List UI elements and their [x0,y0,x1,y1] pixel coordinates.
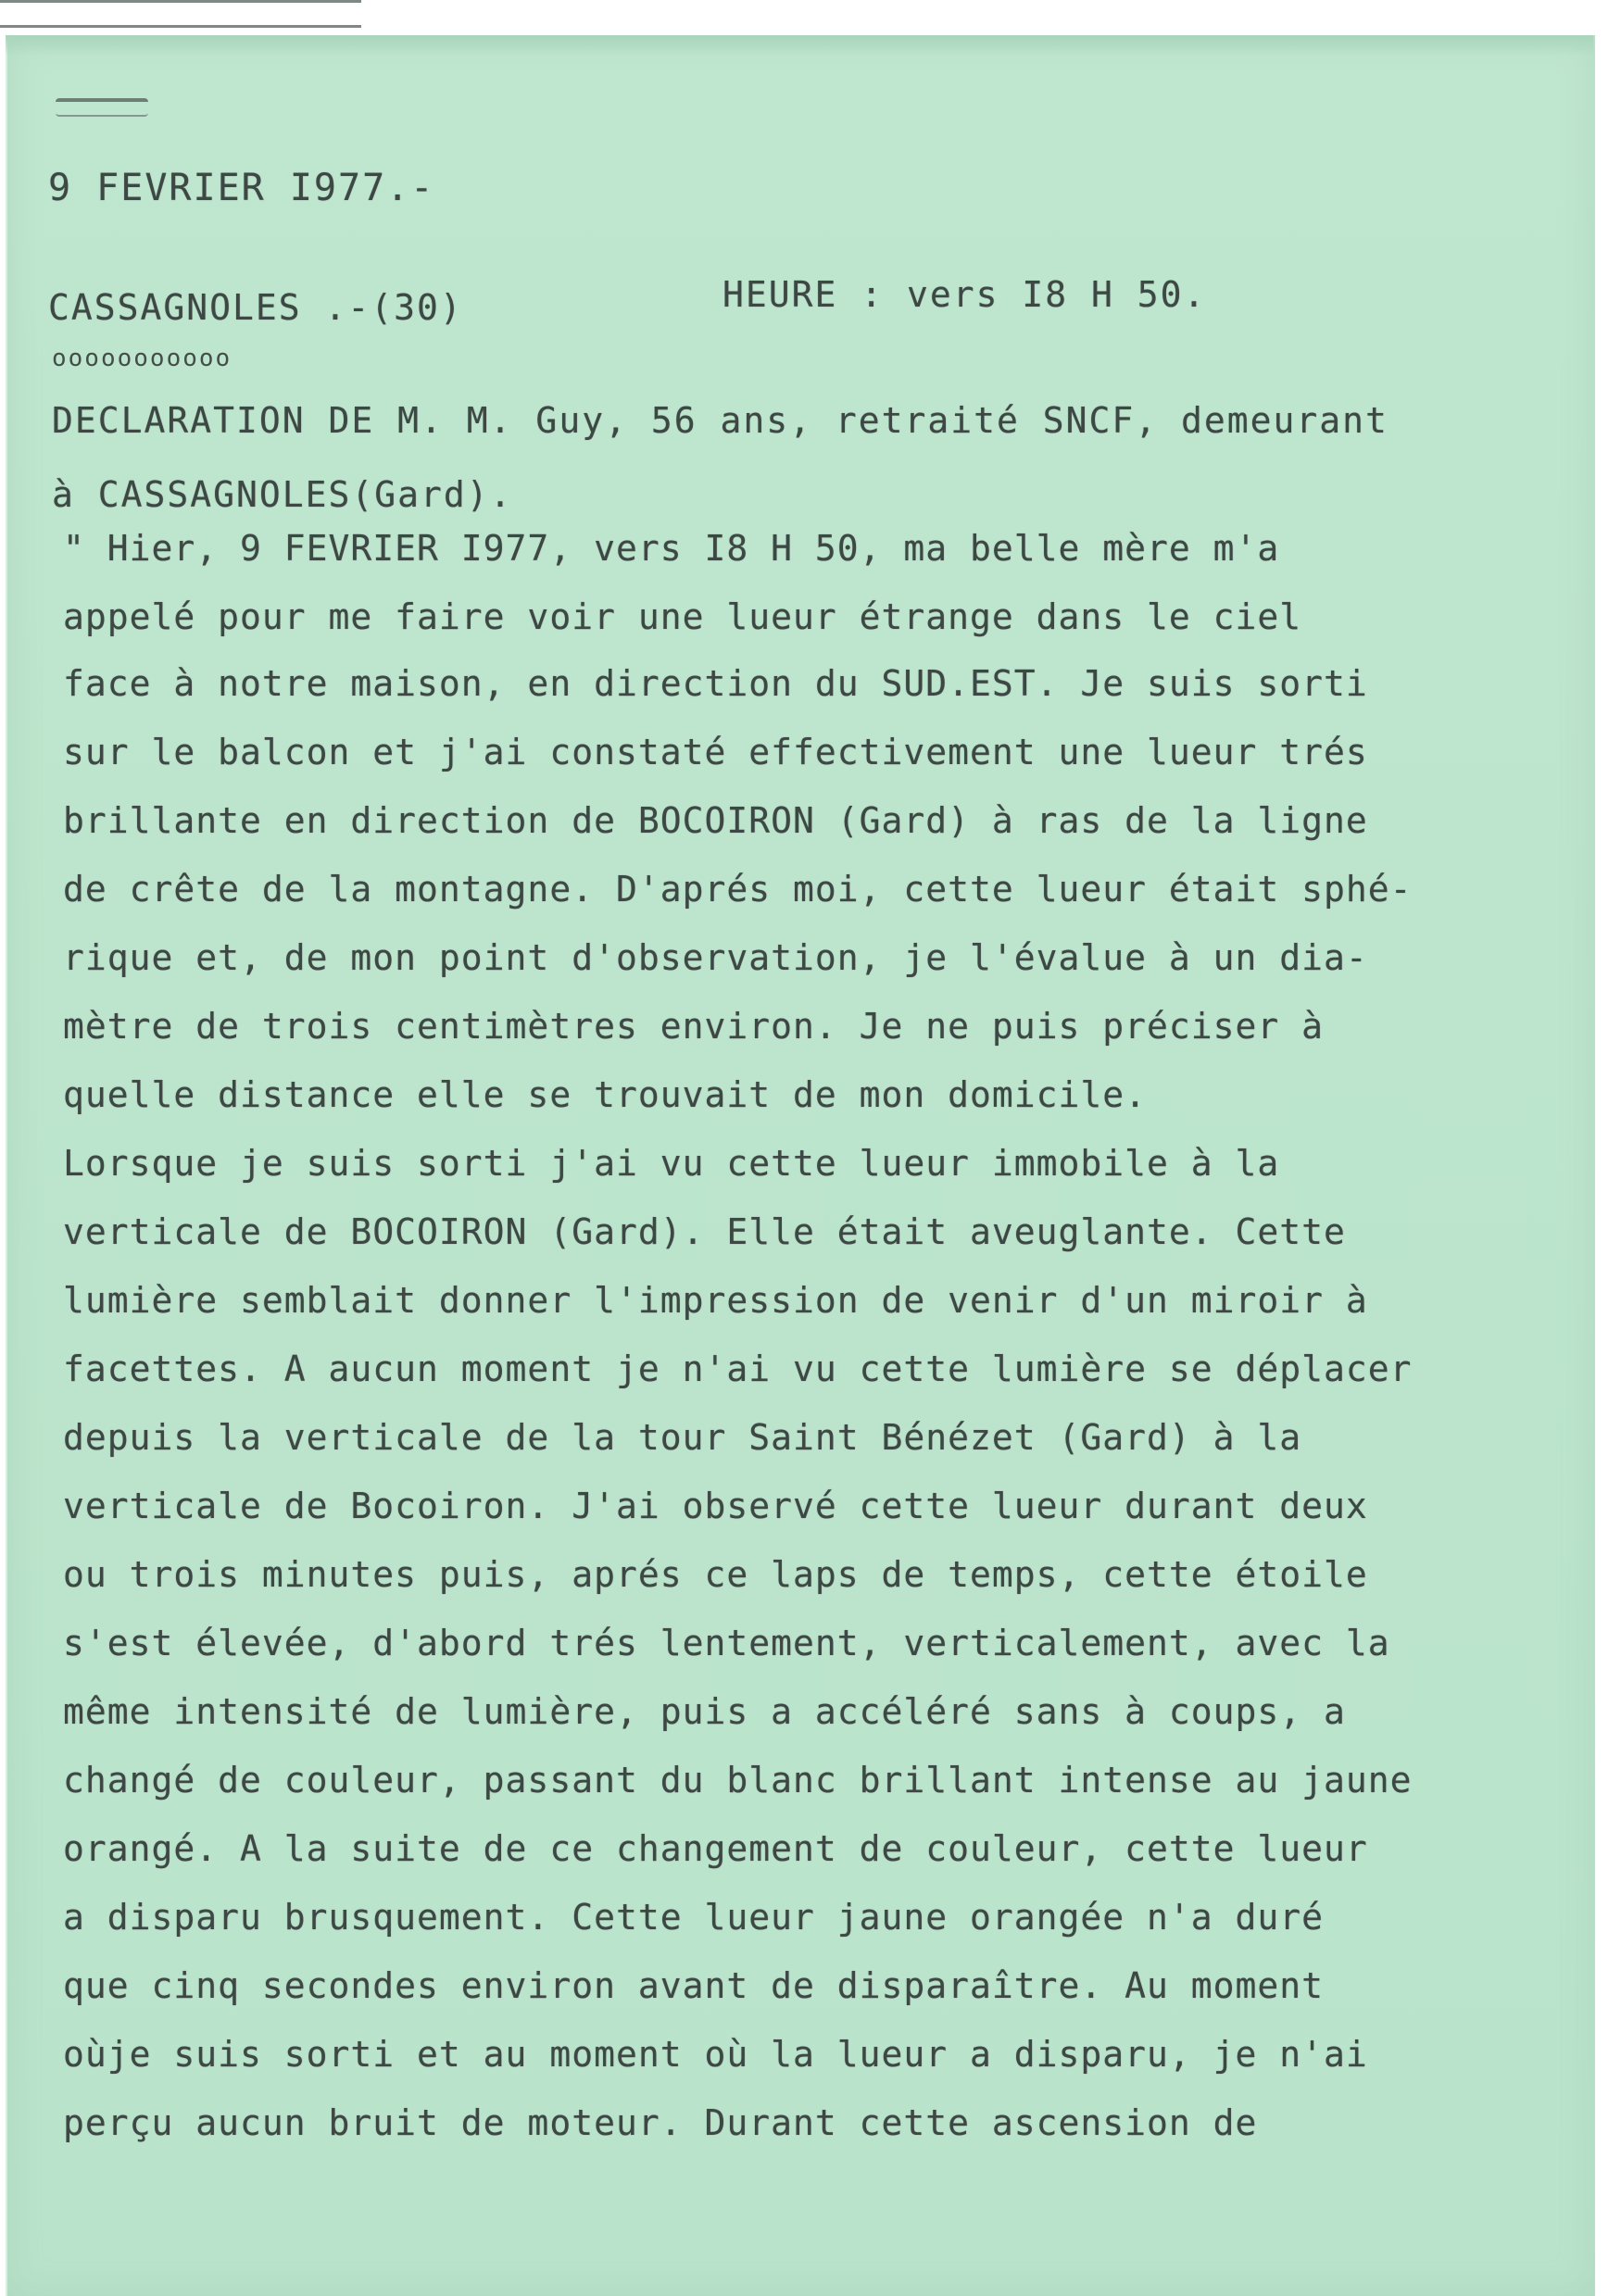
body-line: rique et, de mon point d'observation, je l'évalue à un dia- [63,937,1368,978]
body-line: sur le balcon et j'ai constaté effectivement une lueur trés [63,732,1368,772]
body-line: perçu aucun bruit de moteur. Durant cette ascension de [63,2102,1258,2143]
date-underline [0,0,361,28]
body-line: ou trois minutes puis, aprés ce laps de temps, cette étoile [63,1554,1368,1595]
body-line: s'est élevée, d'abord trés lentement, verticalement, avec la [63,1623,1390,1663]
body-line: que cinq secondes environ avant de disparaître. Au moment [63,1965,1325,2006]
place-underline: ooooooooooo [52,345,232,372]
body-line: quelle distance elle se trouvait de mon domicile. [63,1074,1148,1115]
body-line: face à notre maison, en direction du SUD.EST. Je suis sorti [63,663,1368,704]
body-line: a disparu brusquement. Cette lueur jaune orangée n'a duré [63,1897,1325,1938]
body-line: de crête de la montagne. D'aprés moi, cette lueur était sphé- [63,869,1413,910]
body-line: " Hier, 9 FEVRIER I977, vers I8 H 50, ma belle mère m'a [63,528,1280,569]
body-line: mètre de trois centimètres environ. Je ne puis préciser à [63,1006,1325,1047]
declaration-line-1: DECLARATION DE M. M. Guy, 56 ans, retraité SNCF, demeurant [52,400,1389,441]
body-line: même intensité de lumière, puis a accéléré sans à coups, a [63,1691,1346,1732]
body-line: facettes. A aucun moment je n'ai vu cette lumière se déplacer [63,1349,1413,1389]
body-line: oùje suis sorti et au moment où la lueur a disparu, je n'ai [63,2034,1368,2075]
body-line: lumière semblait donner l'impression de venir d'un miroir à [63,1280,1368,1321]
body-line: brillante en direction de BOCOIRON (Gard) à ras de la ligne [63,800,1368,841]
body-line: orangé. A la suite de ce changement de couleur, cette lueur [63,1828,1368,1869]
body-line: verticale de Bocoiron. J'ai observé cette lueur durant deux [63,1486,1368,1526]
body-line: appelé pour me faire voir une lueur étrange dans le ciel [63,596,1302,637]
declaration-line-2: à CASSAGNOLES(Gard). [52,474,513,515]
body-line: depuis la verticale de la tour Saint Bénézet (Gard) à la [63,1417,1302,1458]
paper-top-edge [6,35,1593,56]
body-line: Lorsque je suis sorti j'ai vu cette lueur immobile à la [63,1143,1280,1184]
body-line: changé de couleur, passant du blanc brillant intense au jaune [63,1760,1413,1800]
document-time: HEURE : vers I8 H 50. [723,274,1207,315]
staple-mark [56,98,148,117]
document-date: 9 FEVRIER I977.- [48,167,435,209]
body-line: verticale de BOCOIRON (Gard). Elle était aveuglante. Cette [63,1211,1346,1252]
document-place: CASSAGNOLES .-(30) [48,287,463,328]
